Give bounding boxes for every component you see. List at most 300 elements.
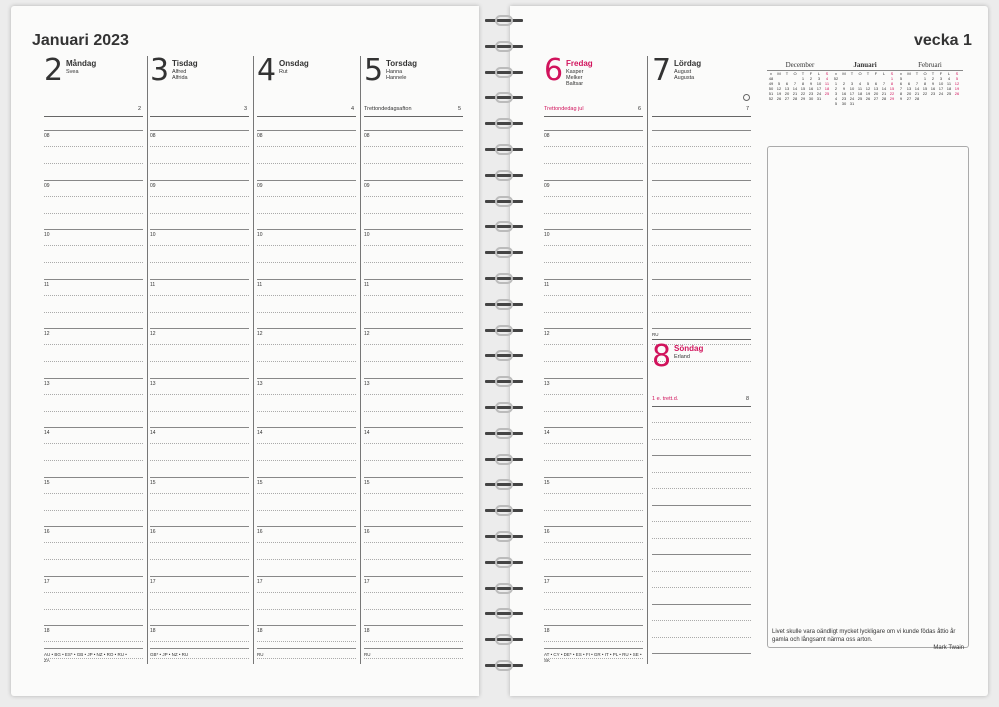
hour-row[interactable] [544,180,643,189]
mini-calendar-week: 1 2 3 4 5 6 7 8 [834,81,894,86]
country-holiday-codes: GB* • JP • NZ • RU [150,652,189,657]
spiral-ring [481,427,527,441]
ring-coil [495,402,513,413]
half-hour-line [44,542,143,543]
mini-calendar-week: 52 1 [833,76,894,81]
hour-label: 12 [364,331,370,337]
hour-label: 12 [150,331,156,337]
hour-row[interactable] [150,477,249,486]
hour-row[interactable] [364,378,463,387]
half-hour-line [364,245,463,246]
spiral-ring [481,169,527,183]
hour-row[interactable] [150,180,249,189]
hour-row[interactable] [652,229,751,230]
header-divider [150,116,249,117]
spiral-ring [481,530,527,544]
half-hour-line [652,295,751,296]
spiral-ring [481,375,527,389]
sunday-number: 8 [652,339,672,374]
hour-label: 12 [44,331,50,337]
hour-label: 13 [257,380,263,387]
hour-label: 17 [364,578,370,585]
half-hour-line [44,510,143,511]
half-hour-line [544,559,643,560]
hour-row[interactable] [544,427,643,436]
hour-label: 10 [544,232,550,238]
hour-label: 11 [44,281,50,288]
hour-label: 16 [257,529,263,535]
hour-label: 17 [544,578,550,585]
day-name: Tisdag [172,59,198,68]
hour-row[interactable] [364,130,463,139]
hour-label: 17 [44,578,50,585]
half-hour-line [257,460,356,461]
half-hour-line [544,344,643,345]
hour-row[interactable] [257,477,356,486]
hour-row[interactable] [150,328,249,337]
day-column[interactable] [44,53,148,664]
half-hour-line [150,460,249,461]
hour-label: 16 [364,529,370,535]
hour-row[interactable] [257,576,356,585]
hour-row[interactable] [150,378,249,387]
half-hour-line [44,443,143,444]
half-hour-line [257,394,356,395]
ring-coil [495,325,513,336]
half-hour-line [150,394,249,395]
hour-row[interactable] [364,229,463,238]
half-hour-line [364,658,463,659]
half-hour-line [364,641,463,642]
hour-row[interactable] [652,180,751,181]
spiral-ring [481,40,527,54]
half-hour-line [364,609,463,610]
hour-label: 08 [544,133,550,139]
sunday-header-divider [652,406,751,407]
hour-row[interactable] [364,625,463,634]
hour-row[interactable] [257,625,356,634]
hour-row[interactable] [544,130,643,139]
sunday-line[interactable] [652,620,751,621]
half-hour-line [44,361,143,362]
half-hour-line [364,163,463,164]
half-hour-line [544,641,643,642]
hour-label: 09 [364,182,370,189]
sunday-line[interactable] [652,587,751,588]
half-hour-line [44,394,143,395]
half-hour-line [150,609,249,610]
week-title: vecka 1 [914,32,972,49]
mini-calendar-weekdays: v M T O T F L S [900,71,959,76]
spiral-ring [481,246,527,260]
half-hour-line [44,295,143,296]
hour-label: 14 [257,430,263,436]
half-hour-line [544,460,643,461]
mini-calendar-week: 5 30 31 [834,101,855,106]
hour-row[interactable] [150,576,249,585]
hour-row[interactable] [544,477,643,486]
day-column[interactable] [652,53,755,664]
hour-label: 13 [544,380,550,387]
sunday-line[interactable] [652,439,751,440]
day-number: 2 [44,53,64,88]
hour-row[interactable] [150,526,249,535]
mini-calendar-week: 51 19 20 21 22 23 24 25 [768,91,830,96]
sunday-line[interactable] [652,521,751,522]
hour-label: 10 [257,232,263,238]
half-hour-line [544,361,643,362]
ring-coil [495,118,513,129]
spiral-ring [481,478,527,492]
half-hour-line [544,146,643,147]
hour-row[interactable] [44,279,143,288]
mini-calendar-week: 6 6 7 8 9 10 11 12 [899,81,960,86]
hour-row[interactable] [44,526,143,535]
hour-row[interactable] [364,477,463,486]
hour-label: 12 [544,331,550,337]
quote [772,628,964,652]
hour-row[interactable] [44,180,143,189]
hour-row[interactable] [257,130,356,139]
hour-label: 13 [364,380,370,387]
quote-text: Livet skulle vara oändligt mycket lyckligare om vi kunde födas åttio år gamla och långsamt närma oss arton. [772,629,956,643]
hour-row[interactable] [257,328,356,337]
hour-row[interactable] [652,279,751,280]
hour-row[interactable] [257,180,356,189]
mini-calendar-februari [897,61,963,101]
half-hour-line [150,542,249,543]
spiral-ring [481,582,527,596]
sunday-line[interactable] [652,554,751,555]
hour-label: 10 [150,232,156,238]
mini-calendar-januari [832,61,898,106]
spiral-ring [481,195,527,209]
name-day-names: Svea [66,69,79,75]
hour-label: 11 [544,281,550,288]
hour-row[interactable] [364,526,463,535]
hour-label: 09 [257,182,263,189]
mini-calendar-week: 50 12 13 14 15 16 17 18 [768,86,830,91]
spiral-ring [481,659,527,673]
hour-label: 08 [364,133,370,139]
hour-row[interactable] [544,576,643,585]
hour-label: 17 [150,578,156,585]
half-hour-line [364,312,463,313]
hour-row[interactable] [544,378,643,387]
half-hour-line [150,146,249,147]
hour-row[interactable] [257,279,356,288]
ring-coil [495,350,513,361]
day-column[interactable] [544,53,648,664]
half-hour-line [257,609,356,610]
name-day-names: August Augusta [674,69,695,82]
quote-author: Mark Twain [933,645,964,651]
hour-row[interactable] [150,130,249,139]
half-hour-line [364,542,463,543]
sunday-day-of-year: 8 [745,396,749,402]
hour-label: 09 [150,182,156,189]
day-name: Onsdag [279,59,309,68]
half-hour-line [257,213,356,214]
half-hour-line [150,245,249,246]
half-hour-line [257,146,356,147]
ring-coil [495,454,513,465]
day-column[interactable] [364,53,467,664]
hour-label: 15 [150,479,156,486]
half-hour-line [150,641,249,642]
half-hour-line [544,493,643,494]
sunday-line[interactable] [652,637,751,638]
half-hour-line [652,245,751,246]
hour-row[interactable] [364,279,463,288]
half-hour-line [364,262,463,263]
half-hour-line [257,411,356,412]
hour-row[interactable] [150,229,249,238]
ring-coil [495,170,513,181]
half-hour-line [652,196,751,197]
ring-coil [495,299,513,310]
hour-row[interactable] [150,279,249,288]
half-hour-line [544,196,643,197]
ring-coil [495,15,513,26]
hour-label: 09 [44,182,50,189]
name-day-names: Alfred Alfrida [172,69,188,82]
hour-row[interactable] [257,229,356,238]
spiral-ring [481,349,527,363]
header-divider [44,116,143,117]
sunday-line[interactable] [652,455,751,456]
header-divider [364,116,463,117]
hour-row[interactable] [544,328,643,337]
half-hour-line [257,196,356,197]
day-of-year: 7 [745,106,749,112]
ring-coil [495,221,513,232]
half-hour-line [544,592,643,593]
hour-row[interactable] [257,526,356,535]
mini-calendar-week: 3 16 17 18 19 20 21 22 [834,91,895,96]
half-hour-line [44,493,143,494]
half-hour-line [364,295,463,296]
hour-row[interactable] [364,180,463,189]
half-hour-line [544,262,643,263]
sunday-line[interactable] [652,505,751,506]
spiral-ring [481,14,527,28]
day-of-year: 5 [457,106,461,112]
country-holiday-codes: RU [257,652,264,657]
half-hour-line [44,262,143,263]
spiral-ring [481,504,527,518]
hour-row[interactable] [150,625,249,634]
ring-coil [495,608,513,619]
half-hour-line [257,559,356,560]
ring-coil [495,531,513,542]
ring-coil [495,634,513,645]
hour-row[interactable] [652,130,751,131]
half-hour-line [257,295,356,296]
hour-row[interactable] [44,427,143,436]
half-hour-line [44,460,143,461]
sunday-name-day: Erland [674,354,690,360]
half-hour-line [44,146,143,147]
half-hour-line [44,312,143,313]
spiral-ring [481,298,527,312]
hour-label: 15 [44,479,50,486]
half-hour-line [257,361,356,362]
half-hour-line [150,196,249,197]
mini-calendar-grid [832,70,898,106]
hour-label: 16 [150,529,156,535]
header-divider [544,116,643,117]
half-hour-line [652,163,751,164]
half-hour-line [257,592,356,593]
day-name: Torsdag [386,59,417,68]
sunday-line[interactable] [652,488,751,489]
ring-coil [495,428,513,439]
hour-row[interactable] [544,279,643,288]
spiral-ring [481,66,527,80]
sunday-line[interactable] [652,422,751,423]
half-hour-line [544,411,643,412]
hour-label: 15 [364,479,370,486]
hour-label: 10 [44,232,50,238]
hour-row[interactable] [44,576,143,585]
half-hour-line [150,592,249,593]
spiral-ring [481,143,527,157]
hour-row[interactable] [44,328,143,337]
half-hour-line [364,196,463,197]
half-hour-line [150,262,249,263]
day-column[interactable] [150,53,254,664]
hour-row[interactable] [652,328,751,329]
half-hour-line [150,344,249,345]
day-number: 7 [652,53,672,88]
half-hour-line [544,163,643,164]
hour-label: 18 [544,628,550,634]
mini-calendar-week: 49 5 6 7 8 9 10 11 [768,81,830,86]
evening-divider [544,648,643,649]
mini-calendar-title: Februari [918,61,942,69]
day-number: 5 [364,53,384,88]
day-name: Fredag [566,59,593,68]
hour-label: 17 [257,578,263,585]
hour-row[interactable] [544,526,643,535]
header-divider [652,116,751,117]
ring-coil [495,660,513,671]
half-hour-line [257,312,356,313]
hour-row[interactable] [257,427,356,436]
mini-calendar-title: Januari [853,61,877,69]
hour-label: 11 [364,281,370,288]
hour-label: 11 [257,281,263,288]
hour-label: 18 [44,628,50,634]
ring-coil [495,583,513,594]
hour-row[interactable] [364,328,463,337]
hour-row[interactable] [44,229,143,238]
day-of-year: 4 [350,106,354,112]
sunday-line[interactable] [652,604,751,605]
spiral-ring [481,607,527,621]
spiral-ring [481,401,527,415]
hour-row[interactable] [544,625,643,634]
hour-label: 16 [544,529,550,535]
sunday-event: 1 e. trett.d. [652,396,679,402]
hour-label: 15 [544,479,550,486]
hour-row[interactable] [44,477,143,486]
hour-label: 16 [44,529,50,535]
hour-row[interactable] [150,427,249,436]
half-hour-line [652,262,751,263]
hour-row[interactable] [544,229,643,238]
mini-calendar-weekdays: v M T O T F L S [835,71,894,76]
half-hour-line [44,213,143,214]
half-hour-line [150,213,249,214]
hour-label: 13 [44,380,50,387]
half-hour-line [150,163,249,164]
spiral-ring [481,272,527,286]
half-hour-line [364,510,463,511]
half-hour-line [364,460,463,461]
half-hour-line [44,641,143,642]
ring-coil [495,144,513,155]
country-holiday-codes: AT • CY • DE* • ES • FI • GR • IT • PL • RU • SE • SK [544,652,642,663]
name-day-names: Hanna Hannele [386,69,407,82]
mini-calendar-december [767,61,833,101]
hour-label: 08 [150,133,156,139]
mini-calendar-week: 4 23 24 25 26 27 28 29 [834,96,895,101]
spiral-ring [481,91,527,105]
hour-row[interactable] [44,625,143,634]
half-hour-line [364,592,463,593]
sunday-line[interactable] [652,571,751,572]
half-hour-line [544,295,643,296]
half-hour-line [364,559,463,560]
hour-label: 11 [150,281,156,288]
half-hour-line [364,411,463,412]
sunday-line[interactable] [652,472,751,473]
ring-coil [495,196,513,207]
evening-divider [257,648,356,649]
day-column[interactable] [257,53,361,664]
half-hour-line [364,344,463,345]
half-hour-line [150,510,249,511]
half-hour-line [44,245,143,246]
sunday-line[interactable] [652,653,751,654]
evening-divider [364,648,463,649]
hour-row[interactable] [364,576,463,585]
hour-label: 14 [44,430,50,436]
ring-coil [495,92,513,103]
half-hour-line [257,493,356,494]
mini-calendar-week: 2 9 10 11 12 13 14 15 [834,86,895,91]
hour-label: 13 [150,380,156,387]
sunday-line[interactable] [652,538,751,539]
hour-row[interactable] [364,427,463,436]
ring-coil [495,479,513,490]
notes-box[interactable] [767,146,969,648]
half-hour-line [257,344,356,345]
evening-divider [44,648,143,649]
country-holiday-codes: RU [652,332,659,337]
day-name: Måndag [66,59,97,68]
hour-row[interactable] [257,378,356,387]
spiral-ring [481,453,527,467]
hour-row[interactable] [44,378,143,387]
half-hour-line [364,394,463,395]
hour-row[interactable] [44,130,143,139]
spiral-ring [481,117,527,131]
header-divider [257,116,356,117]
half-hour-line [544,394,643,395]
